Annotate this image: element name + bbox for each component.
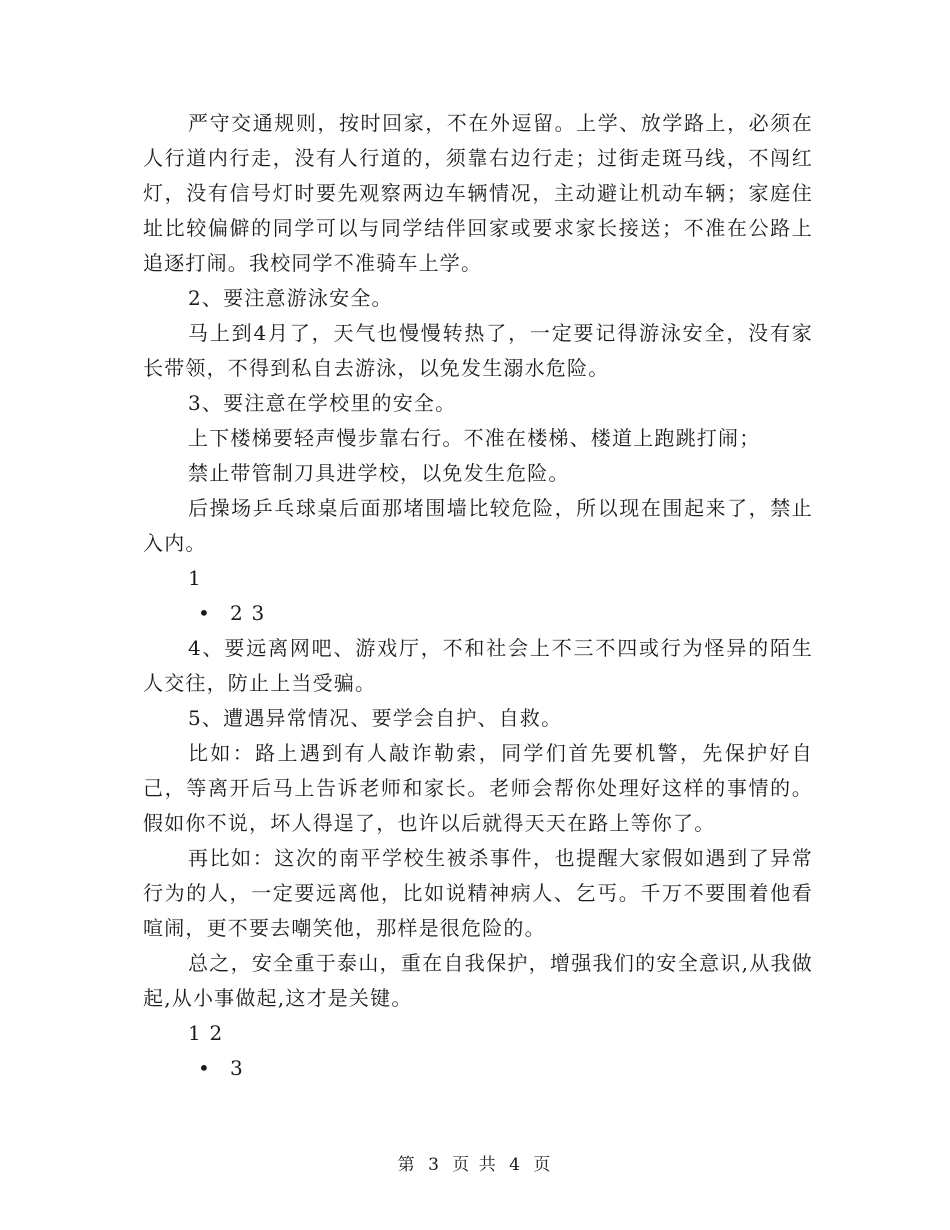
paragraph-swimming: 马上到4月了，天气也慢慢转热了，一定要记得游泳安全，没有家长带领，不得到私自去游泳，以免发生溺水危险。 bbox=[143, 321, 813, 380]
page-footer bbox=[0, 1150, 950, 1175]
paragraph-stairs: 上下楼梯要轻声慢步靠右行。不准在楼梯、楼道上跑跳打闹； bbox=[188, 426, 761, 450]
paragraph-example-extortion: 比如：路上遇到有人敲诈勒索，同学们首先要机警，先保护好自己，等离开后马上告诉老师和家长。老师会帮你处理好这样的事情的。假如你不说，坏人得逞了，也许以后就得天天在路上等你了。 bbox=[143, 741, 813, 835]
bullet-icon: • bbox=[198, 601, 211, 625]
bullet-icon: • bbox=[198, 1056, 211, 1080]
footer-middle: 页 共 bbox=[452, 1155, 498, 1175]
page-nav-link[interactable]: 3 bbox=[230, 1056, 244, 1080]
page-nav-numbers[interactable] bbox=[143, 561, 813, 596]
paragraph-knives: 禁止带管制刀具进学校，以免发生危险。 bbox=[188, 461, 570, 485]
page-nav-bullet-line bbox=[143, 596, 813, 631]
footer-current-page: 3 bbox=[428, 1155, 441, 1175]
page-nav-bullet-line bbox=[143, 1051, 813, 1086]
footer-suffix: 页 bbox=[533, 1155, 553, 1175]
heading-school-safety: 3、要注意在学校里的安全。 bbox=[188, 391, 457, 415]
paragraph-traffic-rules: 严守交通规则，按时回家，不在外逗留。上学、放学路上，必须在人行道内行走，没有人行道的，须靠右边行走；过街走斑马线，不闯红灯，没有信号灯时要先观察两边车辆情况，主动避让机动车辆；家庭住址比较偏僻的同学可以与同学结伴回家或要求家长接送；不准在公路上追逐打闹。我校同学不准骑车上学。 bbox=[143, 111, 813, 275]
heading-swimming-safety: 2、要注意游泳安全。 bbox=[188, 286, 393, 310]
page-nav-numbers[interactable] bbox=[143, 1016, 813, 1051]
document-body bbox=[143, 106, 813, 1086]
paragraph-internet-cafe: 4、要远离网吧、游戏厅，不和社会上不三不四或行为怪异的陌生人交往，防止上当受骗。 bbox=[143, 636, 813, 695]
paragraph-conclusion: 总之，安全重于泰山，重在自我保护，增强我们的安全意识,从我做起,从小事做起,这才是关键。 bbox=[143, 951, 813, 1010]
paragraph-wall: 后操场乒乓球桌后面那堵围墙比较危险，所以现在围起来了，禁止入内。 bbox=[143, 496, 813, 555]
page-nav-link[interactable]: 1 2 bbox=[188, 1021, 224, 1045]
page-nav-link[interactable]: 2 3 bbox=[230, 601, 266, 625]
paragraph-example-incident: 再比如：这次的南平学校生被杀事件，也提醒大家假如遇到了异常行为的人，一定要远离他，比如说精神病人、乞丐。千万不要围着他看喧闹，更不要去嘲笑他，那样是很危险的。 bbox=[143, 846, 813, 940]
footer-prefix: 第 bbox=[397, 1155, 417, 1175]
page-nav-link[interactable]: 1 bbox=[188, 566, 202, 590]
footer-total-pages: 4 bbox=[509, 1155, 522, 1175]
heading-self-protection: 5、遭遇异常情况、要学会自护、自救。 bbox=[188, 706, 563, 730]
